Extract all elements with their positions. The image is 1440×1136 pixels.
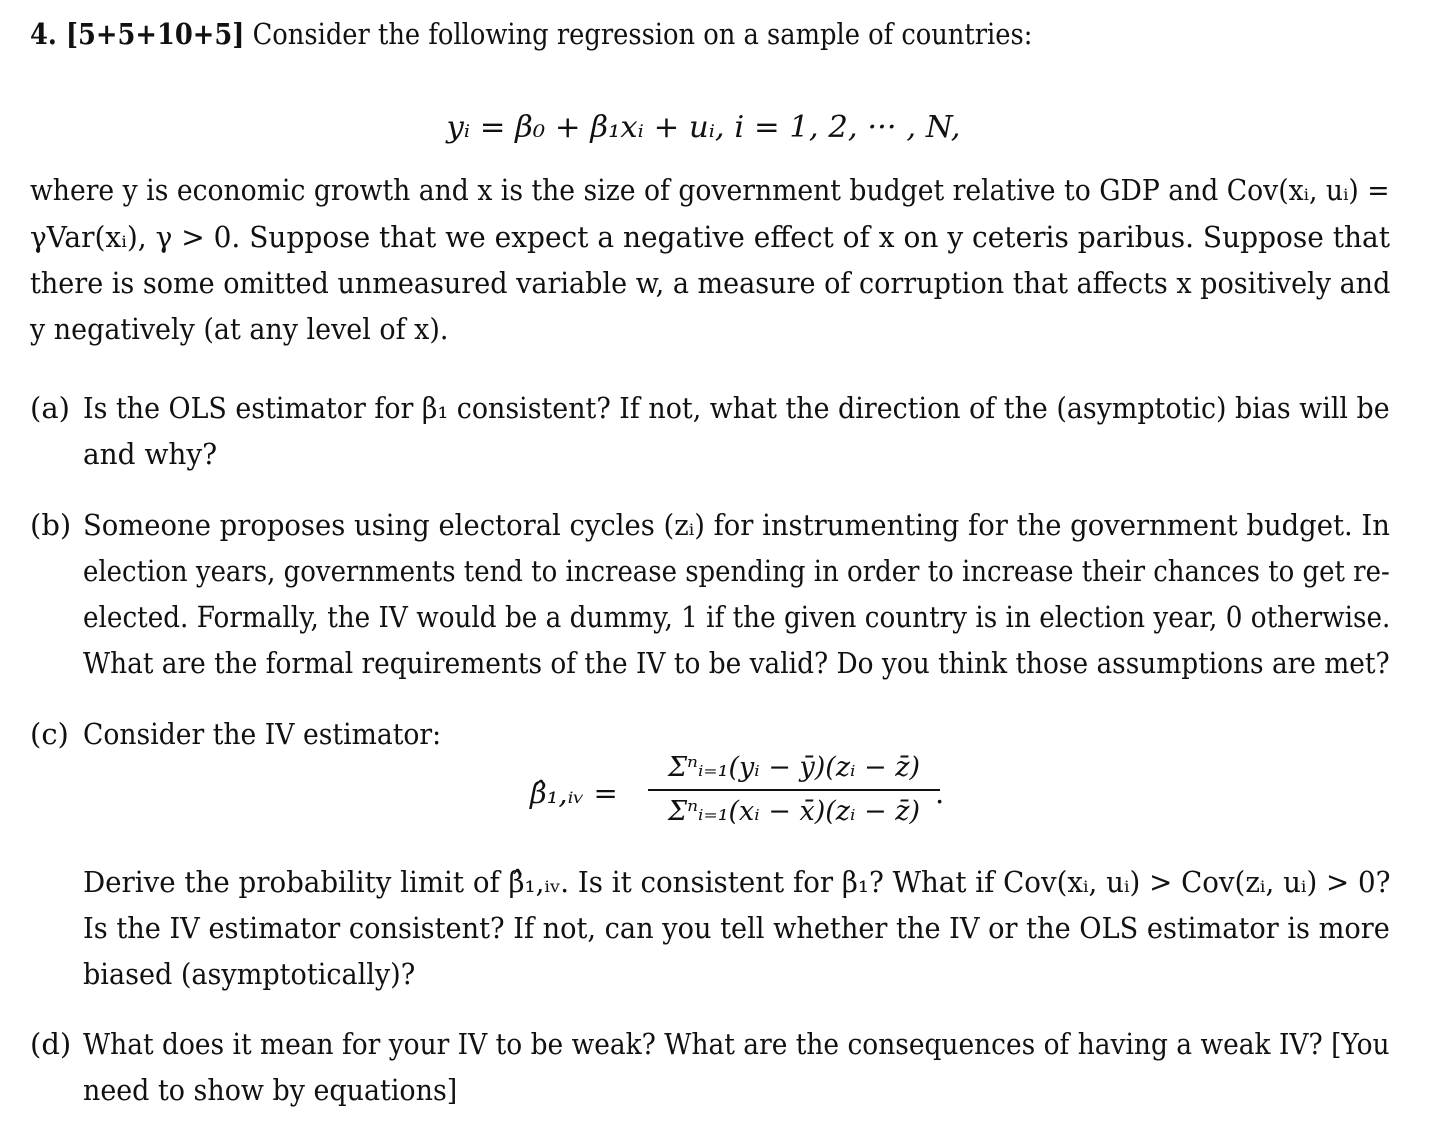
part-a-line-1: Is the OLS estimator for β₁ consistent? If not, what the direction of the (asymptotic) bias will be <box>83 391 1390 425</box>
part-b-line-4: What are the formal requirements of the IV to be valid? Do you think those assumptions are met? <box>83 646 1390 680</box>
part-c-line-1: Derive the probability limit of β̂₁,ᵢᵥ. Is it consistent for β₁? What if Cov(xᵢ, uᵢ) > Cov(zᵢ, uᵢ) > 0? <box>83 865 1391 899</box>
iv-fraction <box>648 748 940 832</box>
paragraph-line-2: γVar(xᵢ), γ > 0. Suppose that we expect a negative effect of x on y ceteris paribus. Suppose that <box>30 220 1390 254</box>
part-c-intro: Consider the IV estimator: <box>83 717 442 751</box>
part-d-label: (d) <box>30 1027 72 1061</box>
paragraph-line-1: where y is economic growth and x is the size of government budget relative to GDP and Cov(xᵢ, uᵢ) = <box>30 173 1390 207</box>
part-a-label: (a) <box>30 391 70 425</box>
question-intro: Consider the following regression on a sample of countries: <box>252 17 1033 51</box>
paragraph-line-3: there is some omitted unmeasured variable w, a measure of corruption that affects x positively and <box>30 266 1391 300</box>
part-b-line-1: Someone proposes using electoral cycles (zᵢ) for instrumenting for the government budget. In <box>83 508 1390 542</box>
part-b-label: (b) <box>30 508 72 542</box>
part-b-line-3: elected. Formally, the IV would be a dummy, 1 if the given country is in election year, 0 otherwise. <box>83 600 1391 634</box>
question-header <box>30 16 1032 52</box>
part-a-line-2: and why? <box>83 437 218 471</box>
iv-estimator-lhs: β̂₁,ᵢᵥ = <box>530 776 618 810</box>
part-d-line-1: What does it mean for your IV to be weak? What are the consequences of having a weak IV? [You <box>83 1027 1390 1061</box>
part-d-line-2: need to show by equations] <box>83 1073 458 1107</box>
part-c-line-2: Is the IV estimator consistent? If not, can you tell whether the IV or the OLS estimator is more <box>83 911 1390 945</box>
fraction-bar <box>648 789 940 791</box>
part-b-line-2: election years, governments tend to increase spending in order to increase their chances to get re- <box>83 554 1390 588</box>
formula-period: . <box>935 776 945 810</box>
iv-denominator: Σⁿᵢ₌₁(xᵢ − x̄)(zᵢ − z̄) <box>667 795 921 827</box>
part-c-label: (c) <box>30 717 69 751</box>
regression-equation: yᵢ = β₀ + β₁xᵢ + uᵢ, i = 1, 2, ··· , N, <box>446 110 961 145</box>
paragraph-line-4: y negatively (at any level of x). <box>30 312 449 346</box>
part-c-line-3: biased (asymptotically)? <box>83 957 416 991</box>
question-number: 4. [5+5+10+5] <box>30 17 245 51</box>
iv-estimator-formula <box>530 748 960 838</box>
iv-numerator: Σⁿᵢ₌₁(yᵢ − ȳ)(zᵢ − z̄) <box>667 752 921 783</box>
